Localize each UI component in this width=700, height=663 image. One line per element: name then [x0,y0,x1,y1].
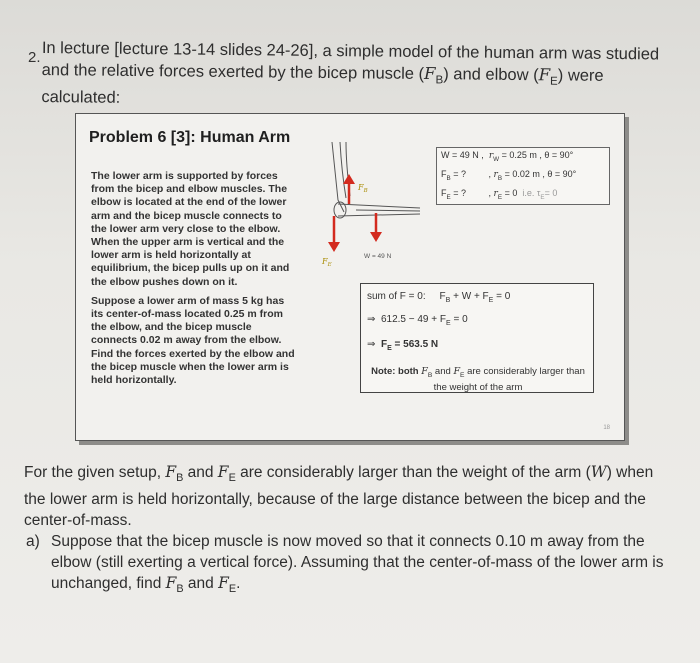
fe-label: $F_E$ [322,257,332,268]
elbow-force-arrow [328,216,340,252]
symbol-fb-sub: B [435,74,444,87]
fb-label: $F_B$ [358,183,368,194]
intro-text-2: ) and elbow ( [443,65,539,85]
symbol-fe-sub: E [549,75,558,88]
part-a-label: a) [26,533,40,550]
slide-page-number: 18 [603,425,610,431]
problem-statement [91,170,299,393]
solution-box [360,283,594,393]
lecture-slide-excerpt [75,113,625,441]
given-row-1: W = 49 N , $r_W = 0.25$ m , θ = 90° [441,150,574,163]
solution-note: Note: both $F_B$ and $F_E$ are considerably larger than the weight of the arm [371,366,585,393]
intro-text-3: ) were calculated: [41,66,604,108]
explanation-paragraph: For the given setup, $F_B$ and $F_E$ are considerably larger than the weight of the arm (W) when the lower arm is held horizontally, because of the large distance between the bicep and the center-of-mass. [24,463,654,530]
intro-text-1: In lecture [lecture 13-14 slides 24-26], a simple model of the human arm was studied and the relative forces exerted by the bicep muscle ( [41,38,660,84]
weight-arrow [370,213,382,242]
solution-line-1: sum of F = 0: $F_B + W + F_E = 0$ [367,291,511,304]
symbol-fb: F [424,64,436,84]
arm-diagram [316,140,426,270]
given-row-2: $F_B$ = ? , $r_B = 0.02$ m , θ = 90° [441,168,577,182]
part-a-text: Suppose that the bicep muscle is now moved so that it connects 0.10 m away from the elbow (still exerting a vertical force). Assuming that the center-of-mass of the lower arm is unchanged, find $F_B$ and $F_E$. [51,533,664,596]
solution-line-3: ⇒ $F_E = 563.5$ N [367,339,439,352]
problem-paragraph-1: The lower arm is supported by forces from the bicep and elbow muscles. The elbow is located at the end of the lower arm and the bicep muscle connects to the lower arm very close to the elbow. When the upper arm is vertical and the lower arm is held horizontally at equilibrium, the bicep pulls up on it and the elbow pushes down on it. [91,170,290,288]
question-number: 2. [28,49,41,66]
given-row-3: $F_E$ = ? , $r_E = 0$ i.e. $\tau_E= 0$ [441,187,558,201]
problem-title: Problem 6 [3]: Human Arm [89,129,291,146]
symbol-fe: F [538,65,551,85]
solution-line-2: ⇒ $612.5 - 49 + F_E = 0$ [367,314,468,327]
weight-label: W = 49 N [364,253,392,260]
question-intro [41,38,662,115]
question-part-a [26,531,666,600]
given-values-box [436,147,610,205]
problem-paragraph-2: Suppose a lower arm of mass 5 kg has its center-of-mass located 0.25 m from the elbow, and the bicep muscle connects 0.02 m away from the elbow. Find the forces exerted by the elbow and the bicep muscle when the lower arm is held horizontally. [91,294,295,387]
